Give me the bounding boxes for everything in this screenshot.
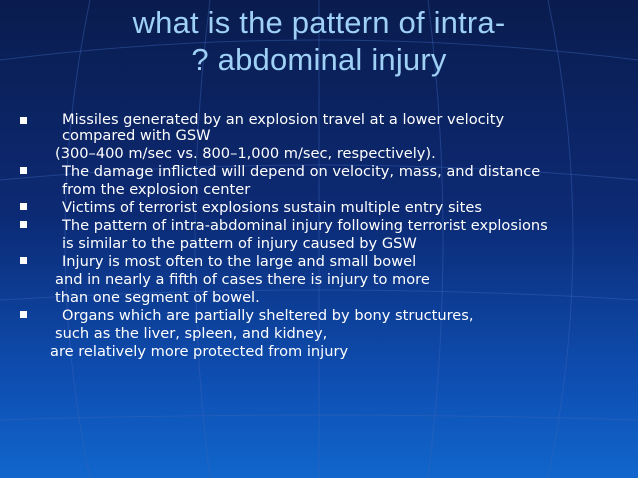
bullet-square-icon: [20, 117, 27, 124]
list-item-text: and in nearly a fifth of cases there is injury to more: [55, 271, 430, 288]
title-line-1: what is the pattern of intra-: [132, 5, 506, 40]
bullet-square-icon: [20, 203, 27, 210]
list-item-text: Missiles generated by an explosion travel at a lower velocity: [62, 111, 505, 128]
list-item-text: such as the liver, spleen, and kidney,: [55, 325, 328, 342]
list-item: [20, 113, 620, 127]
bullet-square-icon: [20, 311, 27, 318]
list-item-continuation: [20, 325, 620, 343]
bullet-square-icon: [20, 221, 27, 228]
list-item-text: compared with GSW: [62, 127, 211, 144]
list-item-continuation: [20, 235, 620, 253]
list-item-continuation: [20, 343, 620, 361]
list-item: [20, 307, 620, 325]
bullet-list: [20, 113, 620, 361]
list-item-text: is similar to the pattern of injury caused by GSW: [62, 235, 417, 252]
list-item-text: The damage inflicted will depend on velocity, mass, and distance: [62, 163, 541, 180]
list-item-text: from the explosion center: [62, 181, 251, 198]
list-item-text: than one segment of bowel.: [55, 289, 260, 306]
bullet-square-icon: [20, 167, 27, 174]
list-item-continuation: [20, 271, 620, 289]
list-item-continuation: [20, 181, 620, 199]
slide-title: [0, 4, 638, 78]
list-item: [20, 163, 620, 181]
list-item: [20, 199, 620, 217]
list-item-text: (300–400 m/sec vs. 800–1,000 m/sec, respectively).: [55, 145, 436, 162]
list-item: [20, 217, 620, 235]
list-item-continuation: [20, 145, 620, 163]
list-item: [20, 253, 620, 271]
title-line-2: ? abdominal injury: [191, 42, 447, 77]
list-item-text: are relatively more protected from injury: [50, 343, 349, 360]
bullet-square-icon: [20, 257, 27, 264]
list-item-text: Victims of terrorist explosions sustain multiple entry sites: [62, 199, 482, 216]
list-item-text: The pattern of intra-abdominal injury following terrorist explosions: [62, 217, 548, 234]
list-item-text: Injury is most often to the large and small bowel: [62, 253, 417, 270]
list-item-text: Organs which are partially sheltered by bony structures,: [62, 307, 474, 324]
list-item-continuation: [20, 289, 620, 307]
list-item-continuation: [20, 127, 620, 145]
